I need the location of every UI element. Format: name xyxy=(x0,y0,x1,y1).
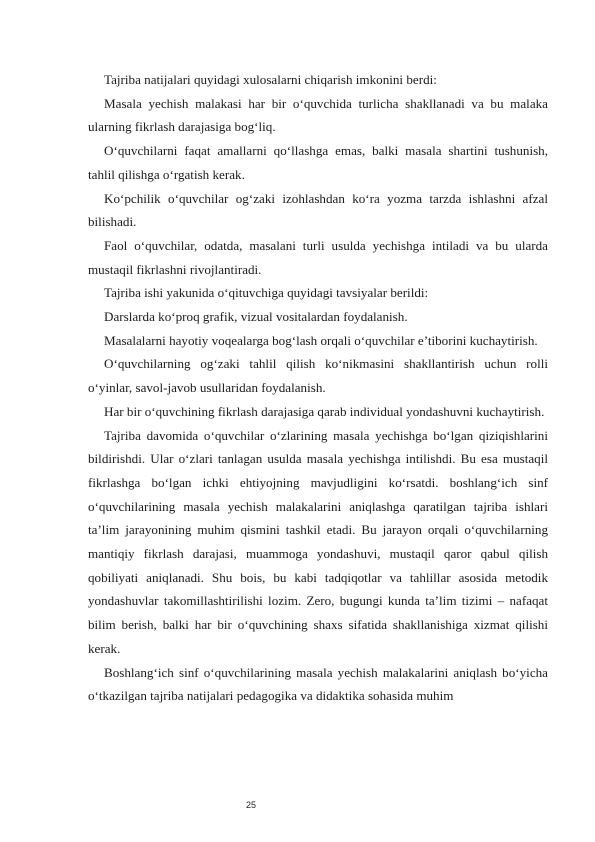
paragraph-written-preference: Ko‘pchilik o‘quvchilar og‘zaki izohlashdan ko‘ra yozma tarzda ishlashni afzal bilishadi. xyxy=(88,190,548,230)
paragraph-results-intro: Tajriba natijalari quyidagi xulosalarni chiqarish imkonini berdi: xyxy=(104,72,437,87)
paragraph-understanding: O‘quvchilarni faqat amallarni qo‘llashga emas, balki masala shartini tushunish, tahlil qilishga o‘rgatish kerak. xyxy=(88,143,548,182)
paragraph-recommendations-intro: Tajriba ishi yakunida o‘qituvchiga quyidagi tavsiyalar berildi: xyxy=(104,285,429,301)
paragraph-recommendation-role-play: O‘quvchilarning og‘zaki tahlil qilish ko‘nikmasini shakllantirish uchun rolli o‘yinlar, savol-javob usullaridan foydalanish. xyxy=(88,356,548,396)
paragraph-skill-formation: Masala yechish malakasi har bir o‘quvchida turlicha shakllanadi va bu malaka ularning fikrlash darajasiga bog‘liq. xyxy=(88,95,548,135)
paragraph-experiment-discussion: Tajriba davomida o‘quvchilar o‘zlarining masala yechishga bo‘lgan qiziqishlarini bildirishdi. Ular o‘zlari tanlagan usulda masala yechishga intilishdi. Bu esa mustaqil fikrlashga bo‘lgan ichki ehtiyojning mavjudligini ko‘rsatdi. boshlang‘ich sinf o‘quvchilarining masala yechish malakalarini aniqlashga qaratilgan tajriba ishlari ta’lim jarayonining muhim qismini tashkil etadi. Bu jarayon orqali o‘quvchilarning mantiqiy fikrlash darajasi, muammoga yondashuvi, mustaqil qaror qabul qilish qobiliyati aniqlanadi. Shu bois, bu kabi tadqiqotlar va tahlillar asosida metodik yondashuvlar takomillashtirilishi lozim. Zero, bugungi kunda ta’lim tizimi – nafaqat bilim berish, balki har bir o‘quvchining shaxs sifatida shakllanishiga xizmat qilishi kerak. xyxy=(88,427,548,656)
paragraph-recommendation-real-life: Masalalarni hayotiy voqealarga bog‘lash orqali o‘quvchilar e’tiborini kuchaytirish. xyxy=(104,332,538,348)
page-number: 25 xyxy=(246,800,257,810)
paragraph-recommendation-individual: Har bir o‘quvchining fikrlash darajasiga qarab individual yondashuvni kuchaytirish. xyxy=(104,403,545,419)
page-body xyxy=(88,68,548,708)
paragraph-active-students: Faol o‘quvchilar, odatda, masalani turli usulda yechishga intiladi va bu ularda mustaqil fikrlashni rivojlantiradi. xyxy=(88,237,548,277)
paragraph-conclusion-start: Boshlang‘ich sinf o‘quvchilarining masala yechish malakalarini aniqlash bo‘yicha o‘tkazilgan tajriba natijalari pedagogika va didaktika sohasida muhim xyxy=(88,664,548,704)
paragraph-recommendation-visual: Darslarda ko‘proq grafik, vizual vositalardan foydalanish. xyxy=(104,309,408,325)
